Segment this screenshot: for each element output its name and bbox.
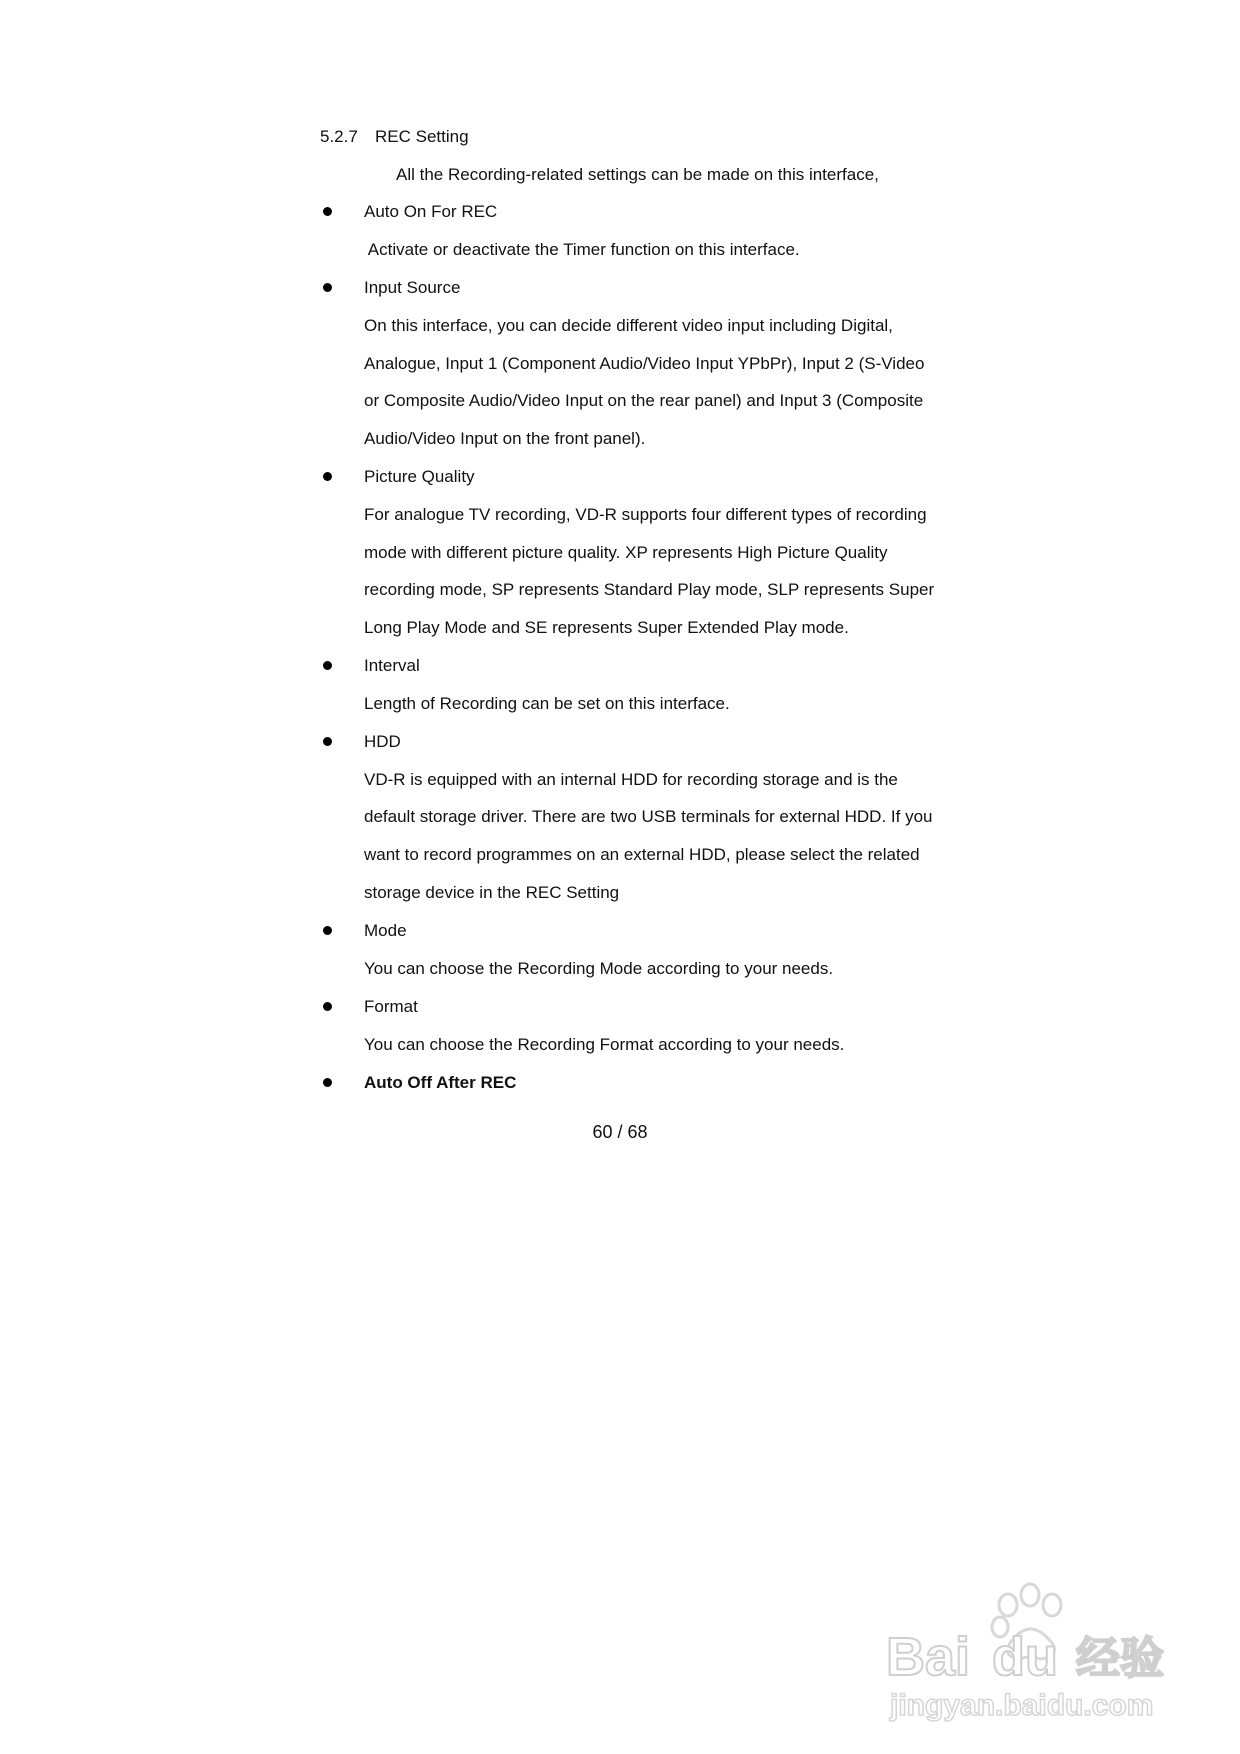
item-text: You can choose the Recording Mode according to your needs. (364, 959, 834, 978)
item-text: On this interface, you can decide different video input including Digital, (364, 316, 893, 335)
item-title: HDD (364, 732, 401, 751)
item-text: VD-R is equipped with an internal HDD for recording storage and is the (364, 770, 898, 789)
item-text: recording mode, SP represents Standard Play mode, SLP represents Super (364, 580, 935, 599)
item-text: storage device in the REC Setting (364, 883, 620, 902)
baidu-watermark-logo (880, 1575, 1180, 1725)
paw-logo-icon (880, 1575, 1180, 1725)
bullet-icon (323, 661, 332, 670)
item-title: Picture Quality (364, 467, 475, 486)
item-text: Length of Recording can be set on this interface. (364, 694, 730, 713)
item-title: Input Source (364, 278, 461, 297)
bullet-icon (323, 207, 332, 216)
item-title: Mode (364, 921, 407, 940)
item-title: Interval (364, 656, 420, 675)
svg-text:Bai: Bai (886, 1627, 971, 1687)
section-title: REC Setting (375, 127, 469, 146)
intro-text: All the Recording-related settings can be made on this interface, (396, 165, 879, 184)
item-text: Activate or deactivate the Timer function on this interface. (364, 240, 800, 259)
item-text: or Composite Audio/Video Input on the rear panel) and Input 3 (Composite (364, 391, 924, 410)
item-text: Audio/Video Input on the front panel). (364, 429, 646, 448)
section-number: 5.2.7 (320, 127, 358, 146)
item-text: Long Play Mode and SE represents Super Extended Play mode. (364, 618, 849, 637)
svg-text:经验: 经验 (1076, 1633, 1164, 1684)
item-title: Auto Off After REC (364, 1073, 517, 1092)
item-text: mode with different picture quality. XP represents High Picture Quality (364, 543, 888, 562)
item-title: Auto On For REC (364, 202, 498, 221)
bullet-icon (323, 926, 332, 935)
bullet-icon (323, 472, 332, 481)
bullet-icon (323, 283, 332, 292)
item-text: want to record programmes on an external HDD, please select the related (364, 845, 920, 864)
bullet-icon (323, 1078, 332, 1087)
svg-text:jingyan.baidu.com: jingyan.baidu.com (890, 1689, 1154, 1722)
item-text: default storage driver. There are two USB terminals for external HDD. If you (364, 807, 933, 826)
page-number: 60 / 68 (592, 1122, 648, 1142)
item-title: Format (364, 997, 418, 1016)
item-text: For analogue TV recording, VD-R supports four different types of recording (364, 505, 927, 524)
bullet-icon (323, 1002, 332, 1011)
item-text: Analogue, Input 1 (Component Audio/Video Input YPbPr), Input 2 (S-Video (364, 354, 925, 373)
svg-text:du: du (992, 1627, 1058, 1687)
item-text: You can choose the Recording Format according to your needs. (364, 1035, 845, 1054)
bullet-icon (323, 737, 332, 746)
